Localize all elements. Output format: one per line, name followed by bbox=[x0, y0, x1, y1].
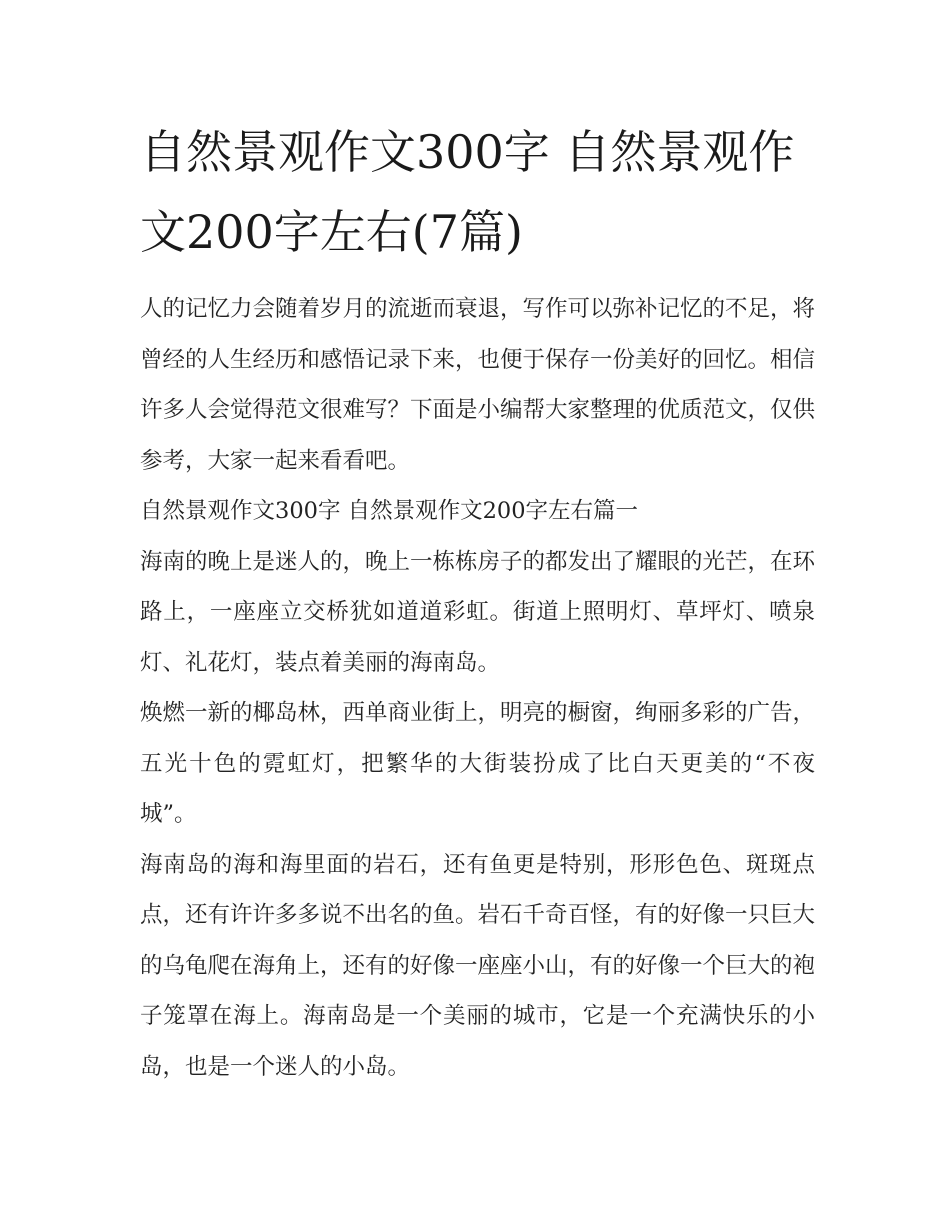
body-paragraph: 海南岛的海和海里面的岩石，还有鱼更是特别，形形色色、斑斑点点，还有许许多多说不出名的鱼。岩石千奇百怪，有的好像一只巨大的乌龟爬在海角上，还有的好像一座座小山，有的好像一个巨大的袍子笼罩在海上。海南岛是一个美丽的城市，它是一个充满快乐的小岛，也是一个迷人的小岛。 bbox=[140, 851, 816, 1080]
body-paragraph: 海南的晚上是迷人的，晚上一栋栋房子的都发出了耀眼的光芒，在环路上，一座座立交桥犹如道道彩虹。街道上照明灯、草坪灯、喷泉灯、礼花灯，装点着美丽的海南岛。 bbox=[140, 548, 816, 676]
document-page bbox=[140, 112, 815, 1092]
document-title: 自然景观作文300字 自然景观作文200字左右(7篇) bbox=[140, 125, 795, 259]
section-heading: 自然景观作文300字 自然景观作文200字左右篇一 bbox=[140, 498, 639, 524]
body-paragraph: 焕燃一新的椰岛林，西单商业街上，明亮的橱窗，绚丽多彩的广告，五光十色的霓虹灯，把繁华的大街装扮成了比白天更美的“不夜城”。 bbox=[140, 700, 816, 827]
intro-paragraph: 人的记忆力会随着岁月的流逝而衰退，写作可以弥补记忆的不足，将曾经的人生经历和感悟记录下来，也便于保存一份美好的回忆。相信许多人会觉得范文很难写？下面是小编帮大家整理的优质范文，仅供参考，大家一起来看看吧。 bbox=[140, 296, 816, 474]
